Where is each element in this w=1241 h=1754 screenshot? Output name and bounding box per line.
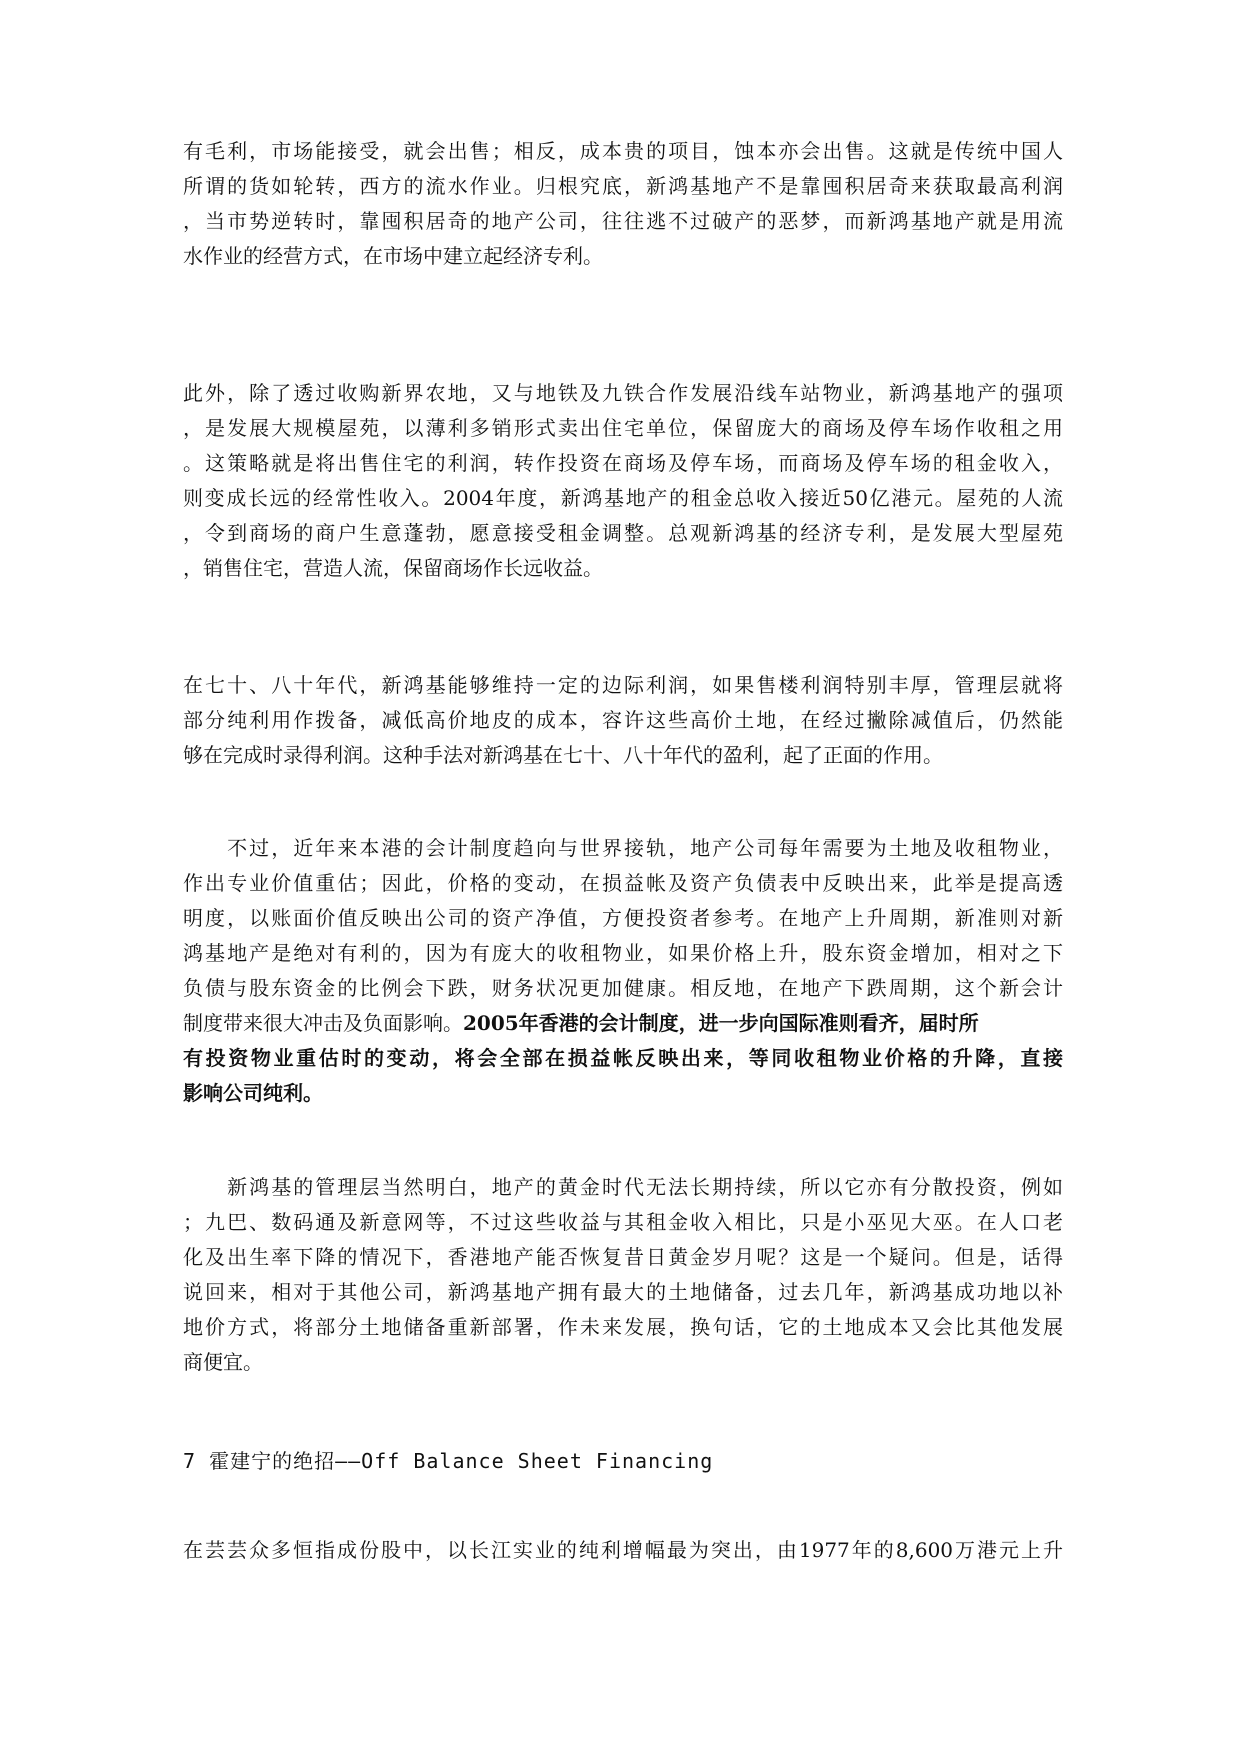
paragraph-1-line-3: ，当市势逆转时，靠囤积居奇的地产公司，往往逃不过破产的恶梦，而新鸿基地产就是用流	[183, 209, 1063, 233]
paragraph-4-line-3: 明度，以账面价值反映出公司的资产净值，方便投资者参考。在地产上升周期，新准则对新	[183, 906, 1063, 930]
section-heading: 7 霍建宁的绝招——Off Balance Sheet Financing	[183, 1449, 714, 1473]
paragraph-4-line-6	[183, 1008, 1063, 1038]
paragraph-4-line-1: 不过，近年来本港的会计制度趋向与世界接轨，地产公司每年需要为土地及收租物业，	[183, 836, 1063, 860]
paragraph-1-line-2: 所谓的货如轮转，西方的流水作业。归根究底，新鸿基地产不是靠囤积居奇来获取最高利润	[183, 174, 1063, 198]
paragraph-2-line-4: 则变成长远的经常性收入。2004年度，新鸿基地产的租金总收入接近50亿港元。屋苑的人流	[183, 486, 1063, 510]
paragraph-5-line-4: 说回来，相对于其他公司，新鸿基地产拥有最大的土地储备，过去几年，新鸿基成功地以补	[183, 1280, 1063, 1304]
paragraph-5-line-5: 地价方式，将部分土地储备重新部署，作未来发展，换句话，它的土地成本又会比其他发展	[183, 1315, 1063, 1339]
paragraph-4-line-4: 鸿基地产是绝对有利的，因为有庞大的收租物业，如果价格上升，股东资金增加，相对之下	[183, 941, 1063, 965]
paragraph-3-line-1: 在七十、八十年代，新鸿基能够维持一定的边际利润，如果售楼利润特别丰厚，管理层就将	[183, 673, 1063, 697]
paragraph-2-line-2: ，是发展大规模屋苑，以薄利多销形式卖出住宅单位，保留庞大的商场及停车场作收租之用	[183, 416, 1063, 440]
paragraph-1-line-4: 水作业的经营方式，在市场中建立起经济专利。	[183, 244, 603, 268]
paragraph-5-line-6: 商便宜。	[183, 1350, 263, 1374]
paragraph-2-line-3: 。这策略就是将出售住宅的利润，转作投资在商场及停车场，而商场及停车场的租金收入，	[183, 451, 1063, 475]
paragraph-3-line-2: 部分纯利用作拨备，减低高价地皮的成本，容许这些高价土地，在经过撇除减值后，仍然能	[183, 708, 1063, 732]
paragraph-5-line-1: 新鸿基的管理层当然明白，地产的黄金时代无法长期持续，所以它亦有分散投资，例如	[183, 1175, 1063, 1199]
paragraph-4-line-2: 作出专业价值重估；因此，价格的变动，在损益帐及资产负债表中反映出来，此举是提高透	[183, 871, 1063, 895]
paragraph-4-line-6-regular: 制度带来很大冲击及负面影响。	[183, 1011, 463, 1035]
paragraph-3-line-3: 够在完成时录得利润。这种手法对新鸿基在七十、八十年代的盈利，起了正面的作用。	[183, 743, 943, 767]
paragraph-4-bold-line-2: 影响公司纯利。	[183, 1081, 323, 1105]
paragraph-5-line-3: 化及出生率下降的情况下，香港地产能否恢复昔日黄金岁月呢？这是一个疑问。但是，话得	[183, 1245, 1063, 1269]
closing-line: 在芸芸众多恒指成份股中，以长江实业的纯利增幅最为突出，由1977年的8,600万港元上升	[183, 1538, 1063, 1562]
paragraph-5-line-2: ；九巴、数码通及新意网等，不过这些收益与其租金收入相比，只是小巫见大巫。在人口老	[183, 1210, 1063, 1234]
paragraph-2-line-1: 此外，除了透过收购新界农地，又与地铁及九铁合作发展沿线车站物业，新鸿基地产的强项	[183, 381, 1063, 405]
paragraph-4-bold-line-1: 有投资物业重估时的变动，将会全部在损益帐反映出来，等同收租物业价格的升降，直接	[183, 1046, 1063, 1070]
paragraph-4-bold-start: 2005年香港的会计制度，进一步向国际准则看齐，届时所	[463, 1011, 979, 1035]
paragraph-2-line-5: ，令到商场的商户生意蓬勃，愿意接受租金调整。总观新鸿基的经济专利，是发展大型屋苑	[183, 521, 1063, 545]
paragraph-1-line-1: 有毛利，市场能接受，就会出售；相反，成本贵的项目，蚀本亦会出售。这就是传统中国人	[183, 139, 1063, 163]
paragraph-4-line-5: 负债与股东资金的比例会下跌，财务状况更加健康。相反地，在地产下跌周期，这个新会计	[183, 976, 1063, 1000]
paragraph-2-line-6: ，销售住宅，营造人流，保留商场作长远收益。	[183, 556, 603, 580]
